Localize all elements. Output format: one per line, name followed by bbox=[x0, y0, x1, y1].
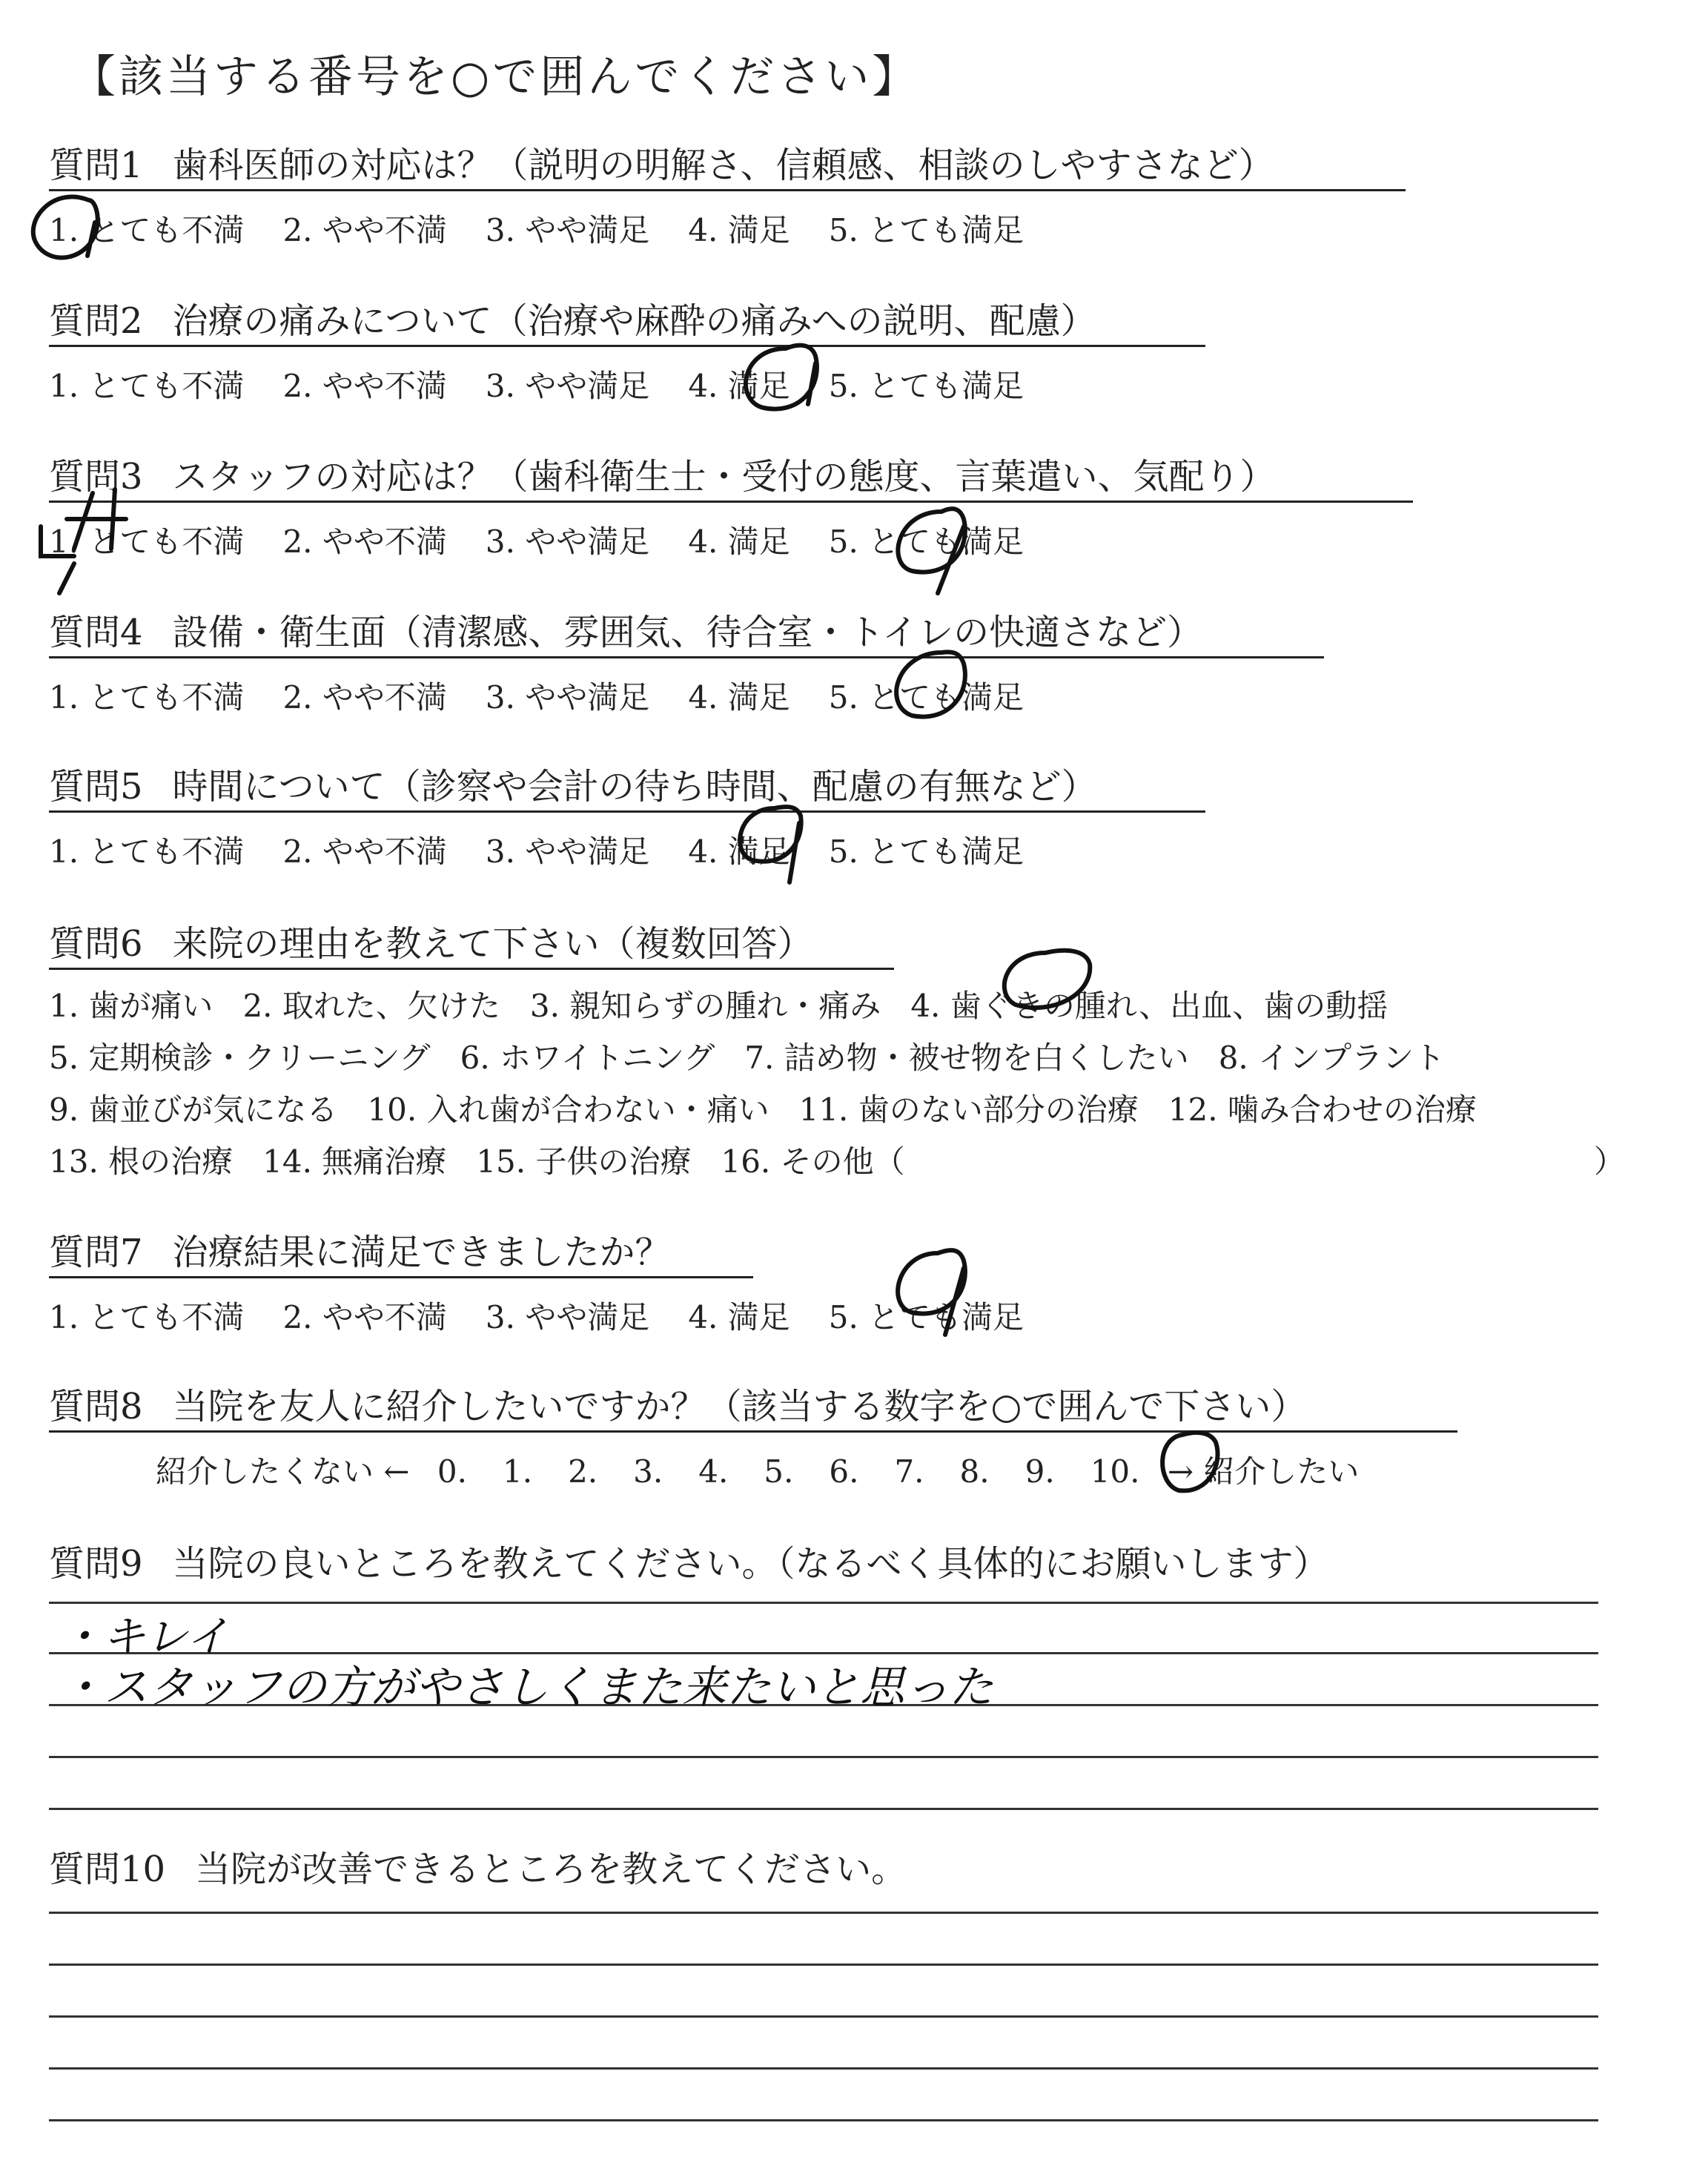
q8-score-8[interactable]: 8. bbox=[959, 1453, 990, 1490]
question-2-text: 治療の痛みについて（治療や麻酔の痛みへの説明、配慮） bbox=[172, 300, 1096, 342]
question-6-number: 質問6 bbox=[49, 923, 143, 965]
q8-score-9[interactable]: 9. bbox=[1025, 1453, 1055, 1490]
q6-option-3[interactable]: 3. 親知らずの腫れ・痛み bbox=[529, 988, 881, 1024]
q6-option-7[interactable]: 7. 詰め物・被せ物を白くしたい bbox=[744, 1040, 1189, 1076]
q2-option-4[interactable]: 4. 満足 bbox=[688, 368, 790, 404]
question-9-heading bbox=[49, 1544, 1329, 1588]
question-3-options bbox=[49, 518, 1024, 562]
question-10-number: 質問10 bbox=[49, 1849, 166, 1890]
q1-option-4[interactable]: 4. 満足 bbox=[688, 212, 790, 248]
q6-option-4[interactable]: 4. 歯ぐきの腫れ、出血、歯の動揺 bbox=[910, 988, 1388, 1024]
q4-option-1[interactable]: 1. とても不満 bbox=[49, 679, 245, 716]
question-6-heading bbox=[49, 924, 894, 970]
q4-option-3[interactable]: 3. やや満足 bbox=[485, 679, 650, 716]
q6-option-8[interactable]: 8. インプラント bbox=[1218, 1040, 1446, 1076]
question-1-text: 歯科医師の対応は？（説明の明解さ、信頼感、相談のしやすさなど） bbox=[172, 145, 1274, 186]
q9-line-4 bbox=[49, 1756, 1598, 1758]
q1-option-2[interactable]: 2. やや不満 bbox=[282, 212, 447, 248]
q9-line-5 bbox=[49, 1808, 1598, 1810]
page-title: 【該当する番号を○で囲んでください】 bbox=[71, 51, 920, 103]
q3-option-1[interactable]: 1. とても不満 bbox=[49, 524, 245, 560]
question-3-text: スタッフの対応は？（歯科衛生士・受付の態度、言葉遣い、気配り） bbox=[172, 456, 1276, 498]
q5-option-2[interactable]: 2. やや不満 bbox=[282, 833, 447, 870]
q10-line-3 bbox=[49, 2015, 1598, 2018]
question-5-text: 時間について（診察や会計の待ち時間、配慮の有無など） bbox=[172, 766, 1097, 807]
question-2-number: 質問2 bbox=[49, 300, 143, 342]
question-8-heading bbox=[49, 1387, 1457, 1433]
q8-score-3[interactable]: 3. bbox=[633, 1453, 663, 1490]
question-6-row-3 bbox=[49, 1086, 1477, 1130]
q10-line-4 bbox=[49, 2067, 1598, 2070]
q7-option-3[interactable]: 3. やや満足 bbox=[485, 1299, 650, 1335]
q8-score-2[interactable]: 2. bbox=[568, 1453, 598, 1490]
q2-option-2[interactable]: 2. やや不満 bbox=[282, 368, 447, 404]
question-6-row-4 bbox=[49, 1137, 905, 1182]
question-5-options bbox=[49, 828, 1024, 872]
question-9-number: 質問9 bbox=[49, 1543, 143, 1585]
question-3-heading bbox=[49, 457, 1413, 503]
question-1-options bbox=[49, 206, 1024, 251]
question-3-number: 質問3 bbox=[49, 456, 143, 498]
q5-option-1[interactable]: 1. とても不満 bbox=[49, 833, 245, 870]
q6-option-16[interactable]: 16. その他（ bbox=[721, 1143, 905, 1180]
q3-option-4[interactable]: 4. 満足 bbox=[688, 524, 790, 560]
q4-option-2[interactable]: 2. やや不満 bbox=[282, 679, 447, 716]
q10-line-5 bbox=[49, 2119, 1598, 2121]
q6-option-11[interactable]: 11. 歯のない部分の治療 bbox=[798, 1091, 1139, 1128]
question-8-number: 質問8 bbox=[49, 1386, 143, 1427]
q6-other-close-paren: ） bbox=[1594, 1143, 1626, 1180]
question-4-text: 設備・衛生面（清潔感、雰囲気、待合室・トイレの快適さなど） bbox=[172, 612, 1203, 653]
question-2-heading bbox=[49, 301, 1205, 347]
q6-option-14[interactable]: 14. 無痛治療 bbox=[262, 1143, 447, 1180]
question-6-text: 来院の理由を教えて下さい（複数回答） bbox=[172, 923, 813, 965]
q10-line-2 bbox=[49, 1964, 1598, 1966]
q6-option-12[interactable]: 12. 噛み合わせの治療 bbox=[1168, 1091, 1477, 1128]
q5-option-3[interactable]: 3. やや満足 bbox=[485, 833, 650, 870]
q5-option-5[interactable]: 5. とても満足 bbox=[828, 833, 1025, 870]
q8-score-10[interactable]: 10. bbox=[1090, 1453, 1140, 1490]
q3-option-2[interactable]: 2. やや不満 bbox=[282, 524, 447, 560]
q2-option-5[interactable]: 5. とても満足 bbox=[828, 368, 1025, 404]
q5-option-4[interactable]: 4. 満足 bbox=[688, 833, 790, 870]
q9-answer-1[interactable]: ・キレイ bbox=[59, 1611, 229, 1662]
q8-left-label: 紹介したくない ← bbox=[156, 1453, 410, 1490]
question-1-heading bbox=[49, 145, 1406, 191]
q8-score-0[interactable]: 0. bbox=[437, 1453, 467, 1490]
q6-option-6[interactable]: 6. ホワイトニング bbox=[460, 1040, 715, 1076]
question-4-number: 質問4 bbox=[49, 612, 143, 653]
question-4-heading bbox=[49, 612, 1324, 658]
q1-option-1[interactable]: 1. とても不満 bbox=[49, 212, 245, 248]
q7-option-5[interactable]: 5. とても満足 bbox=[828, 1299, 1025, 1335]
question-10-heading bbox=[49, 1849, 907, 1893]
q1-option-5[interactable]: 5. とても満足 bbox=[828, 212, 1025, 248]
question-8-text: 当院を友人に紹介したいですか？（該当する数字を○で囲んで下さい） bbox=[172, 1386, 1307, 1427]
q2-option-1[interactable]: 1. とても不満 bbox=[49, 368, 245, 404]
q6-option-1[interactable]: 1. 歯が痛い bbox=[49, 988, 214, 1024]
question-4-options bbox=[49, 673, 1024, 718]
q8-score-4[interactable]: 4. bbox=[698, 1453, 729, 1490]
question-5-heading bbox=[49, 767, 1205, 813]
q8-score-1[interactable]: 1. bbox=[502, 1453, 533, 1490]
question-7-heading bbox=[49, 1232, 753, 1278]
q6-option-13[interactable]: 13. 根の治療 bbox=[49, 1143, 234, 1180]
question-9-text: 当院の良いところを教えてください。（なるべく具体的にお願いします） bbox=[172, 1543, 1329, 1585]
q4-option-5[interactable]: 5. とても満足 bbox=[828, 679, 1025, 716]
q4-option-4[interactable]: 4. 満足 bbox=[688, 679, 790, 716]
question-6-row-2 bbox=[49, 1034, 1445, 1078]
q10-line-1 bbox=[49, 1912, 1598, 1914]
q8-score-6[interactable]: 6. bbox=[829, 1453, 859, 1490]
q8-score-5[interactable]: 5. bbox=[764, 1453, 794, 1490]
q3-option-5[interactable]: 5. とても満足 bbox=[828, 524, 1025, 560]
q6-option-9[interactable]: 9. 歯並びが気になる bbox=[49, 1091, 338, 1128]
q3-option-3[interactable]: 3. やや満足 bbox=[485, 524, 650, 560]
question-2-options bbox=[49, 362, 1024, 406]
q8-score-7[interactable]: 7. bbox=[894, 1453, 924, 1490]
q7-option-1[interactable]: 1. とても不満 bbox=[49, 1299, 245, 1335]
q9-line-1 bbox=[49, 1602, 1598, 1604]
q9-answer-2[interactable]: ・スタッフの方がやさしくまた来たいと思った bbox=[59, 1662, 993, 1714]
q7-option-2[interactable]: 2. やや不満 bbox=[282, 1299, 447, 1335]
question-1-number: 質問1 bbox=[49, 145, 143, 186]
question-10-text: 当院が改善できるところを教えてください。 bbox=[195, 1849, 907, 1890]
q6-option-10[interactable]: 10. 入れ歯が合わない・痛い bbox=[367, 1091, 769, 1128]
question-5-number: 質問5 bbox=[49, 766, 143, 807]
q6-option-15[interactable]: 15. 子供の治療 bbox=[476, 1143, 692, 1180]
question-7-options bbox=[49, 1293, 1024, 1338]
q6-option-2[interactable]: 2. 取れた、欠けた bbox=[242, 988, 500, 1024]
question-8-scale bbox=[156, 1447, 1359, 1492]
question-7-text: 治療結果に満足できましたか？ bbox=[172, 1232, 671, 1273]
q7-option-4[interactable]: 4. 満足 bbox=[688, 1299, 790, 1335]
q2-option-3[interactable]: 3. やや満足 bbox=[485, 368, 650, 404]
q8-right-label: → 紹介したい bbox=[1167, 1453, 1360, 1490]
q6-option-5[interactable]: 5. 定期検診・クリーニング bbox=[49, 1040, 431, 1076]
question-6-row-1 bbox=[49, 982, 1388, 1026]
question-7-number: 質問7 bbox=[49, 1232, 143, 1273]
q1-option-3[interactable]: 3. やや満足 bbox=[485, 212, 650, 248]
